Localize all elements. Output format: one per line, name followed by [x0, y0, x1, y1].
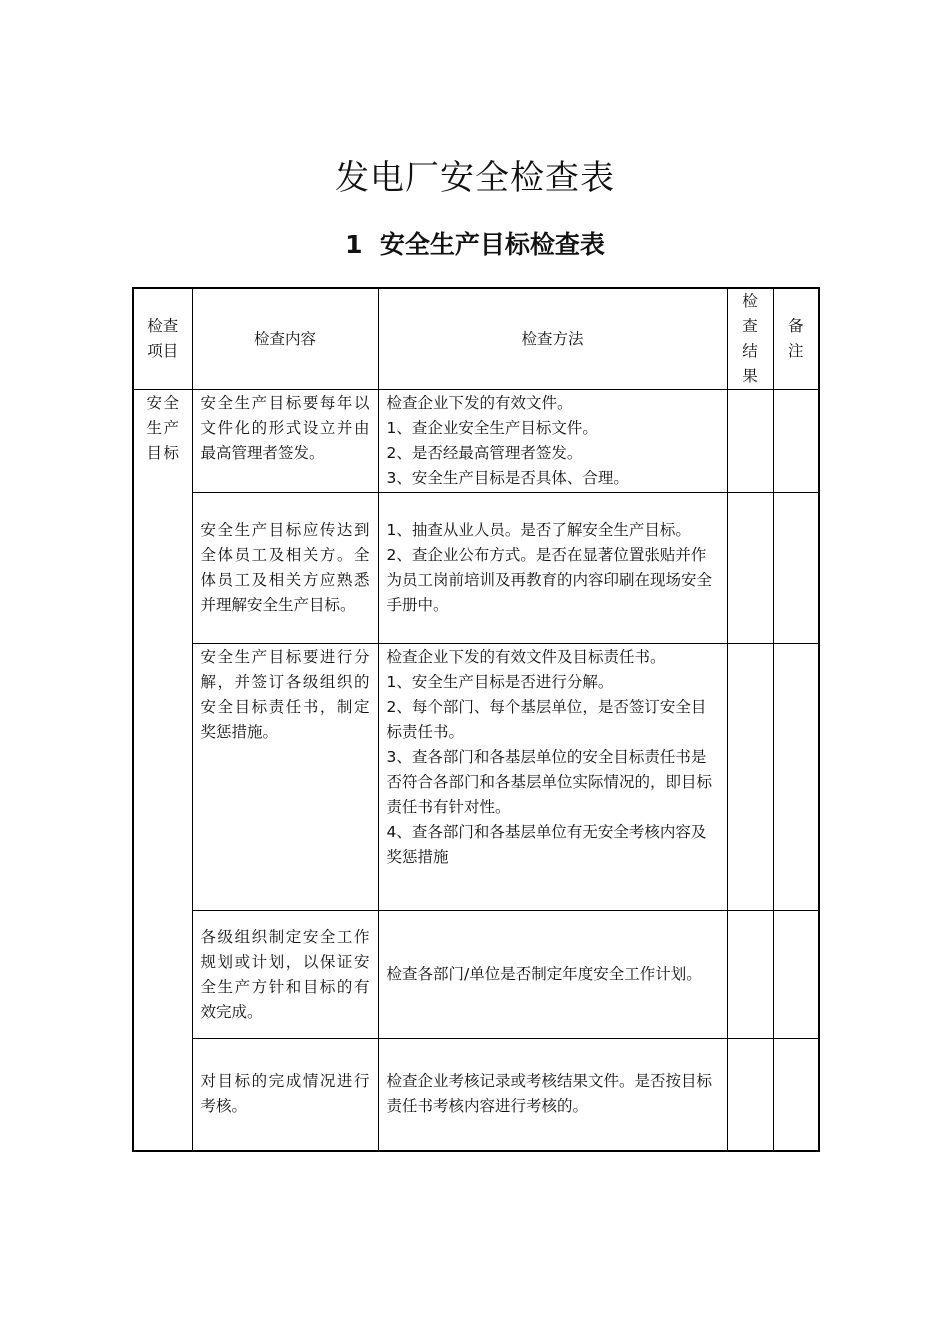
check-result-cell[interactable]: [727, 911, 773, 1039]
remark-cell[interactable]: [773, 644, 819, 911]
table-row: [133, 644, 819, 911]
check-result-cell[interactable]: [727, 493, 773, 644]
table-row: [133, 1039, 819, 1151]
check-content-cell: 安全生产目标应传达到全体员工及相关方。全体员工及相关方应熟悉并理解安全生产目标。: [192, 493, 378, 644]
check-content-cell: 安全生产目标要进行分解，并签订各级组织的安全目标责任书，制定奖惩措施。: [192, 644, 378, 911]
check-content-cell: 各级组织制定安全工作规划或计划，以保证安全生产方针和目标的有效完成。: [192, 911, 378, 1039]
header-check-item: 检查项目: [133, 288, 192, 390]
header-remark: 备注: [773, 288, 819, 390]
header-check-method: 检查方法: [378, 288, 727, 390]
check-content-cell: 对目标的完成情况进行考核。: [192, 1039, 378, 1151]
check-result-cell[interactable]: [727, 1039, 773, 1151]
check-item-cell: 安全生产目标: [133, 390, 192, 1151]
check-method-cell: 1、抽查从业人员。是否了解安全生产目标。 2、查企业公布方式。是否在显著位置张贴并作为员工岗前培训及再教育的内容印刷在现场安全手册中。: [378, 493, 727, 644]
table-row: [133, 911, 819, 1039]
document-title: 发电厂安全检查表: [335, 158, 615, 198]
remark-cell[interactable]: [773, 911, 819, 1039]
check-result-cell[interactable]: [727, 644, 773, 911]
header-check-result: 检查结果: [727, 288, 773, 390]
check-method-cell: 检查企业下发的有效文件及目标责任书。 1、安全生产目标是否进行分解。 2、每个部门、每个基层单位，是否签订安全目标责任书。 3、查各部门和各基层单位的安全目标责任书是否符合各部门和各基层单位实际情况的，即目标责任书有针对性。 4、查各部门和各基层单位有无安全考核内容及奖惩措施: [378, 644, 727, 911]
check-method-cell: 检查企业考核记录或考核结果文件。是否按目标责任书考核内容进行考核的。: [378, 1039, 727, 1151]
header-row: [133, 288, 819, 390]
header-check-content: 检查内容: [192, 288, 378, 390]
table-row: [133, 390, 819, 493]
check-method-cell: 检查企业下发的有效文件。 1、查企业安全生产目标文件。 2、是否经最高管理者签发。 3、安全生产目标是否具体、合理。: [378, 390, 727, 493]
check-result-cell[interactable]: [727, 390, 773, 493]
remark-cell[interactable]: [773, 493, 819, 644]
check-content-cell: 安全生产目标要每年以文件化的形式设立并由最高管理者签发。: [192, 390, 378, 493]
table-row: [133, 493, 819, 644]
section-title: 1 安全生产目标检查表: [345, 230, 605, 259]
remark-cell[interactable]: [773, 1039, 819, 1151]
remark-cell[interactable]: [773, 390, 819, 493]
check-method-cell: 检查各部门/单位是否制定年度安全工作计划。: [378, 911, 727, 1039]
safety-check-table: [132, 287, 820, 1152]
